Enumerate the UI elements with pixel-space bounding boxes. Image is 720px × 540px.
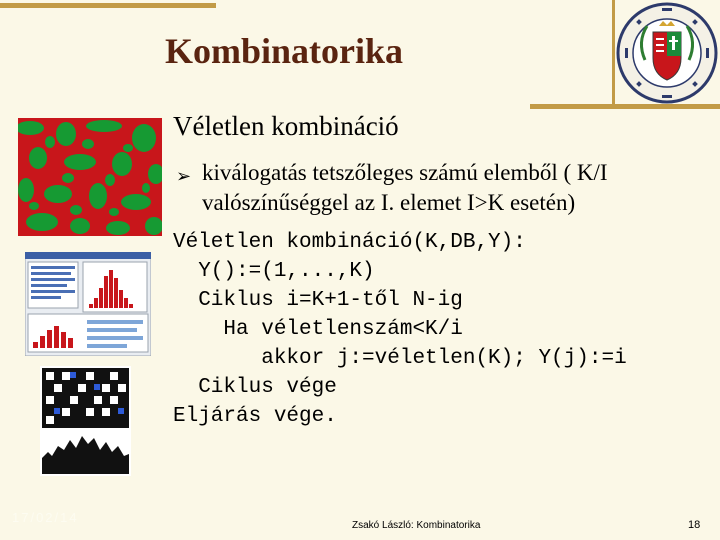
- code-line: Véletlen kombináció(K,DB,Y):: [173, 231, 526, 254]
- code-line: Ciklus vége: [173, 376, 337, 399]
- code-line: Eljárás vége.: [173, 405, 337, 428]
- footer-date: 17/02/14: [12, 510, 79, 525]
- code-line: Ciklus i=K+1-től N-ig: [173, 289, 463, 312]
- section-heading: Véletlen kombináció: [173, 111, 399, 141]
- slide-title: Kombinatorika: [165, 31, 404, 71]
- top-accent-rule: [0, 3, 216, 8]
- random-cluster-image: [18, 118, 162, 236]
- bullet-text: kiválogatás tetszőleges számú elemből ( K/I valószínűséggel az I. elemet I>K esetén): [202, 160, 608, 215]
- page-number: 18: [688, 519, 701, 531]
- code-line: Y():=(1,...,K): [173, 260, 375, 283]
- algorithm-code: [173, 228, 627, 431]
- code-line: Ha véletlenszám<K/i: [173, 318, 463, 341]
- footer-author-title: Zsakó László: Kombinatorika: [352, 520, 481, 531]
- maze-and-silhouette-image: [40, 366, 131, 476]
- arrow-bullet-icon: ➢: [176, 166, 192, 186]
- university-seal-logo: [615, 2, 719, 105]
- statistics-window-thumbnail: [25, 252, 151, 356]
- code-line: akkor j:=véletlen(K); Y(j):=i: [173, 347, 627, 370]
